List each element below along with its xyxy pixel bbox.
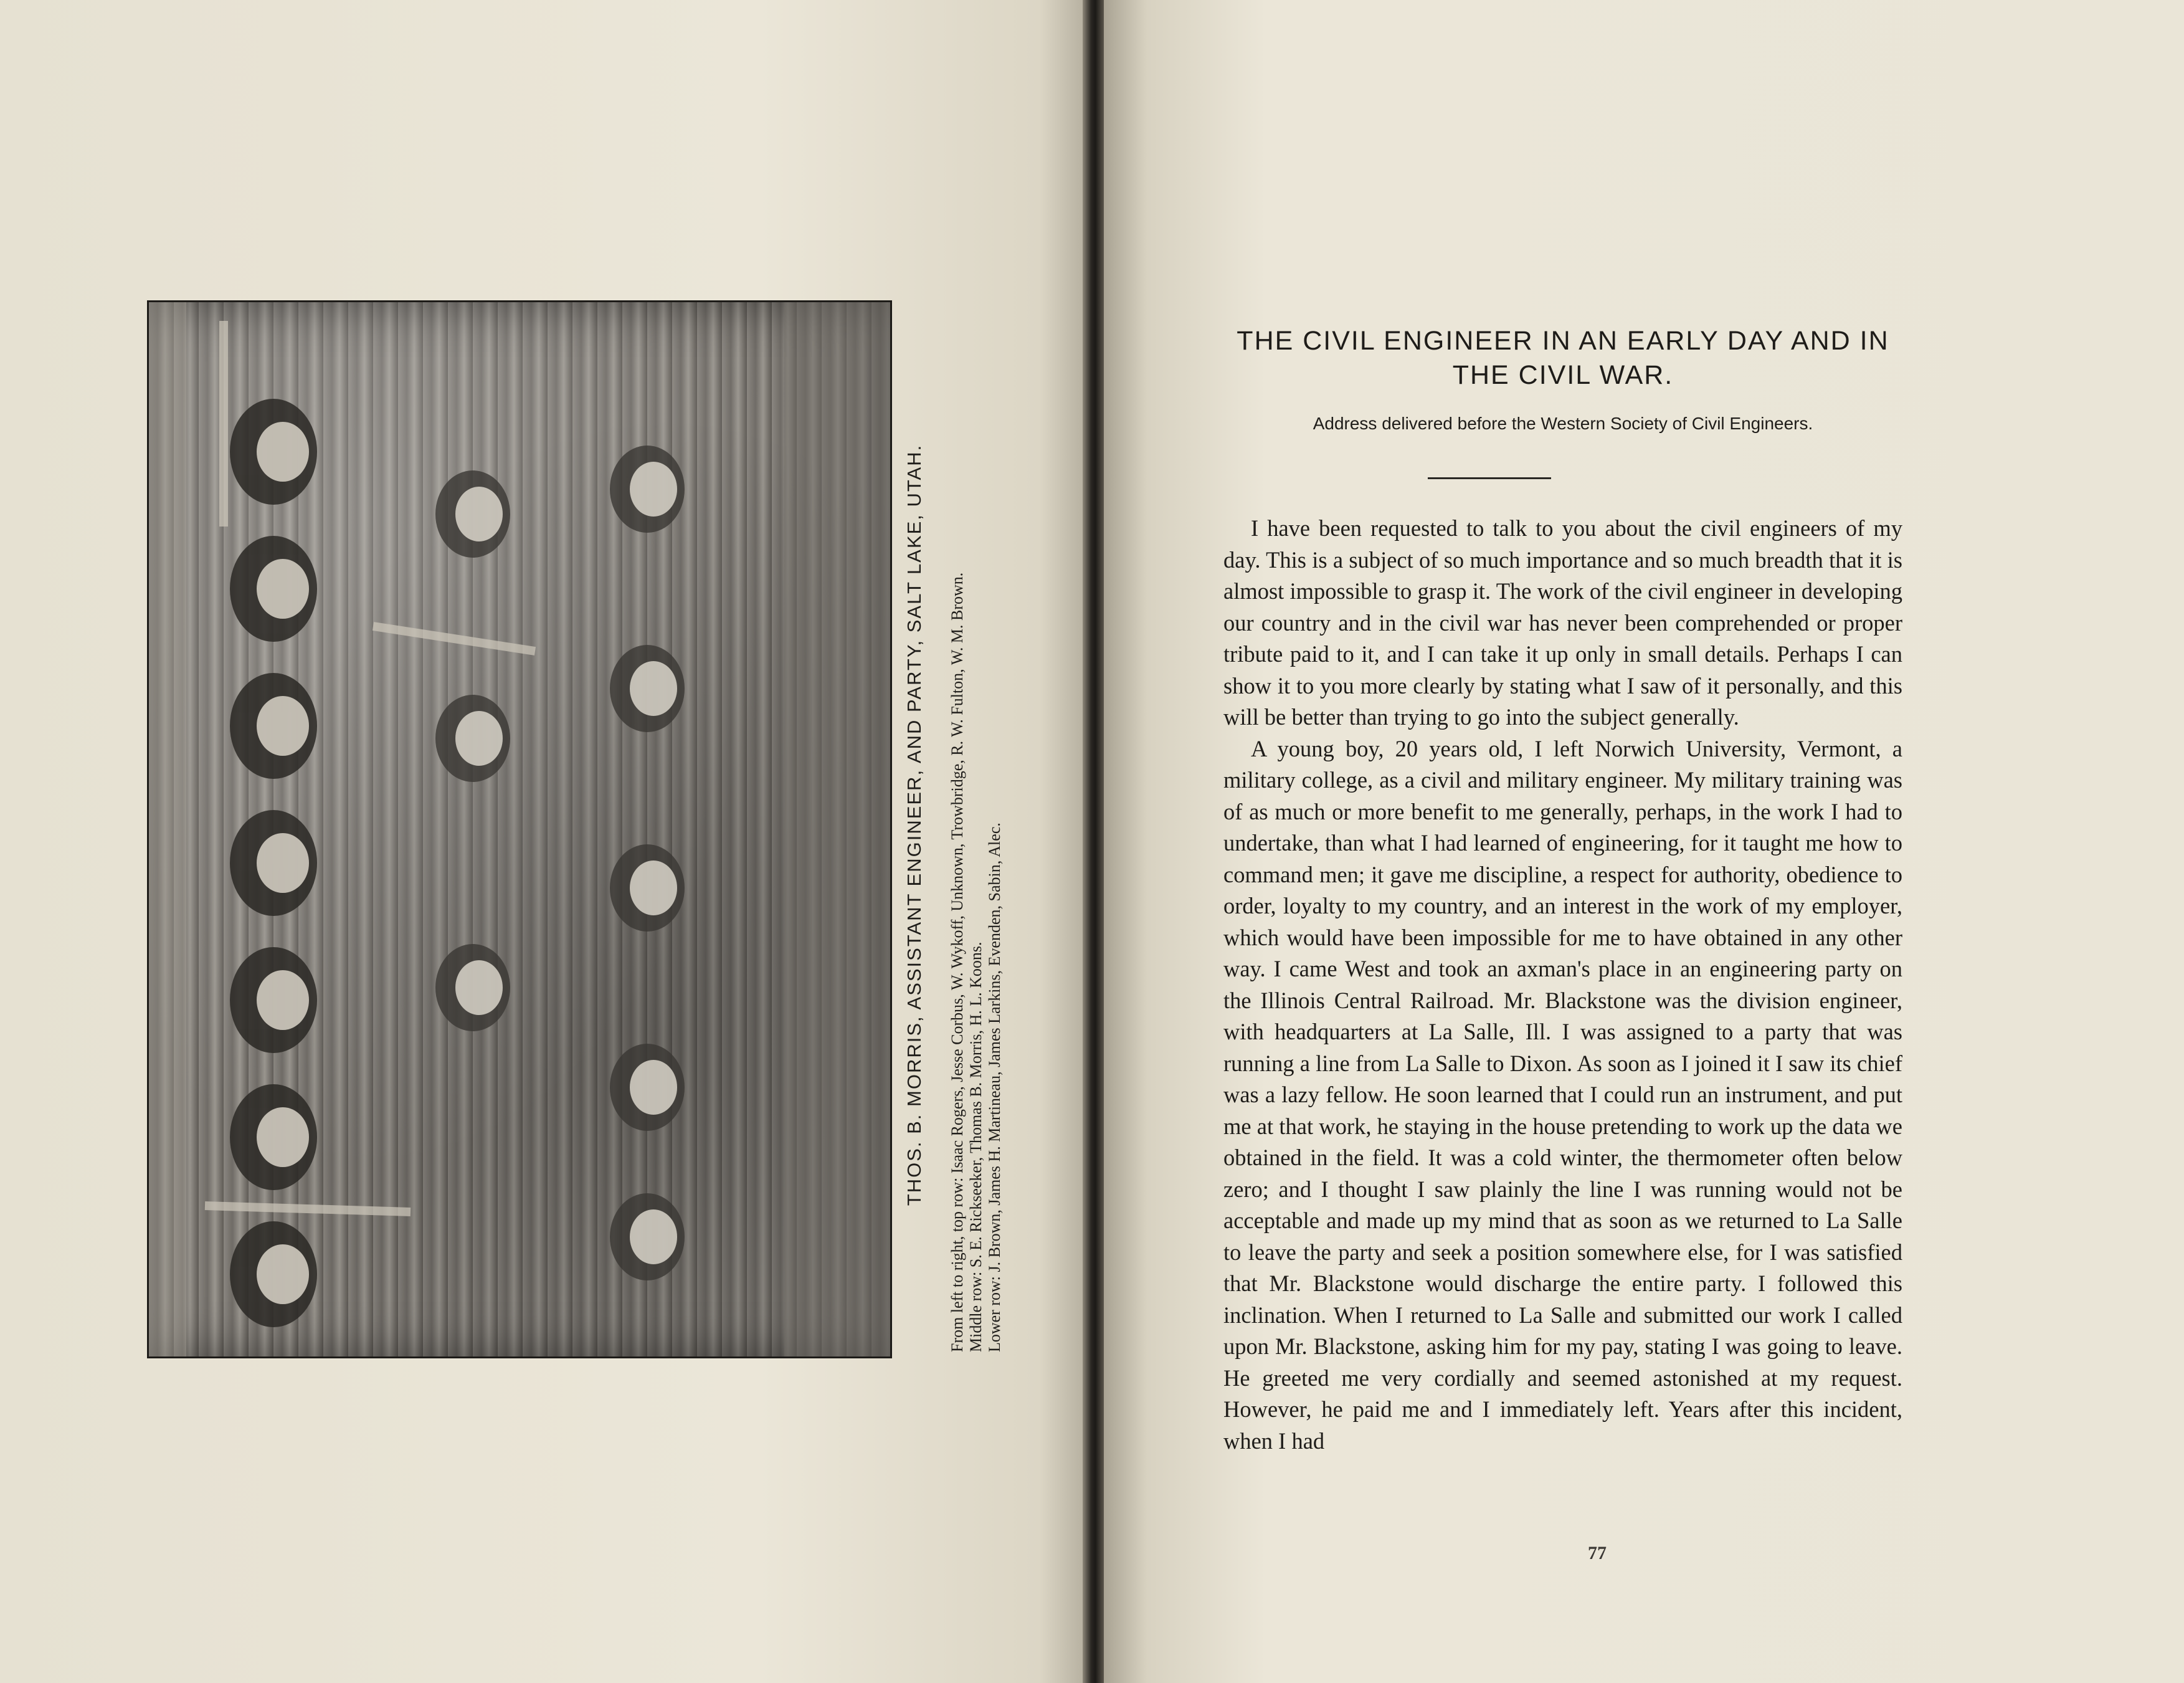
photo-caption-title: THOS. B. MORRIS, ASSISTANT ENGINEER, AND PARTY, SALT LAKE, UTAH. — [903, 444, 925, 1206]
caption-line-middle-row: Middle row: S. E. Rickseeker, Thomas B. Morris, H. L. Koons. — [967, 942, 985, 1352]
caption-line-top-row: From left to right, top row: Isaac Rogers, Jesse Corbus, W. Wykoff, Unknown, Trowbridge, R. W. Fulton, W. M. Brown. — [948, 572, 966, 1352]
article-title-line-1: THE CIVIL ENGINEER IN AN EARLY DAY AND IN — [1237, 326, 1889, 356]
photo-caption-names — [948, 298, 1004, 1352]
article-title-line-2: THE CIVIL WAR. — [1452, 360, 1674, 390]
article-body — [1223, 513, 1902, 1457]
right-page — [1104, 0, 2184, 1683]
caption-line-lower-row: Lower row: J. Brown, James H. Martineau, James Larkins, Evenden, Sabin, Alec. — [985, 822, 1004, 1352]
left-page — [0, 0, 1083, 1683]
paragraph: I have been requested to talk to you about the civil engineers of my day. This is a subject of so much importance and so much breadth that it is almost impossible to grasp it. The work of the civil engineer in developing our country and in the civil war has never been comprehended or proper tribute paid to it, and I can take it up only in small details. Perhaps I can show it to you more clearly by stating what I saw of it personally, and this will be better than trying to go into the subject generally. — [1223, 515, 1902, 730]
photo-caption — [903, 298, 1015, 1352]
article-title — [1205, 324, 1921, 393]
photograph-figures — [149, 302, 890, 1356]
group-photograph — [147, 300, 892, 1358]
paragraph: A young boy, 20 years old, I left Norwich University, Vermont, a military college, as a civil and military engineer. My military training was of as much or more benefit to me generally, perhaps, in the work I had to undertake, than what I had learned of engineering, for it taught me how to command men; it gave me discipline, a respect for authority, obedience to order, loyalty to my country, and an interest in the work of my employer, which would have been impossible for me to have obtained in any other way. I came West and took an axman's place in an engineering party on the Illinois Central Railroad. Mr. Blackstone was the division engineer, with headquarters at La Salle, Ill. I was assigned to a party that was running a line from La Salle to Dixon. As soon as I joined it I saw its chief was a lazy fellow. He soon learned that I could run an instrument, and put me at that work, he staying in the house pretending to work up the data we obtained in the field. It was a cold winter, the thermometer often below zero; and I thought I saw plainly the line I was running would not be acceptable and made up my mind that as soon as we returned to La Salle to leave the party and seek a position somewhere else, for I was satisfied that Mr. Blackstone would discharge the entire party. I followed this inclination. When I returned to La Salle and submitted our work I called upon Mr. Blackstone, asking him for my pay, stating I was going to leave. He greeted me very cordially and seemed astonished at my request. However, he paid me and I immediately left. Years after this incident, when I had — [1223, 735, 1902, 1454]
page-number: 77 — [1588, 1543, 1607, 1563]
section-divider — [1428, 477, 1551, 479]
book-gutter — [1083, 0, 1104, 1683]
article-subtitle: Address delivered before the Western Society of Civil Engineers. — [1313, 414, 1813, 433]
